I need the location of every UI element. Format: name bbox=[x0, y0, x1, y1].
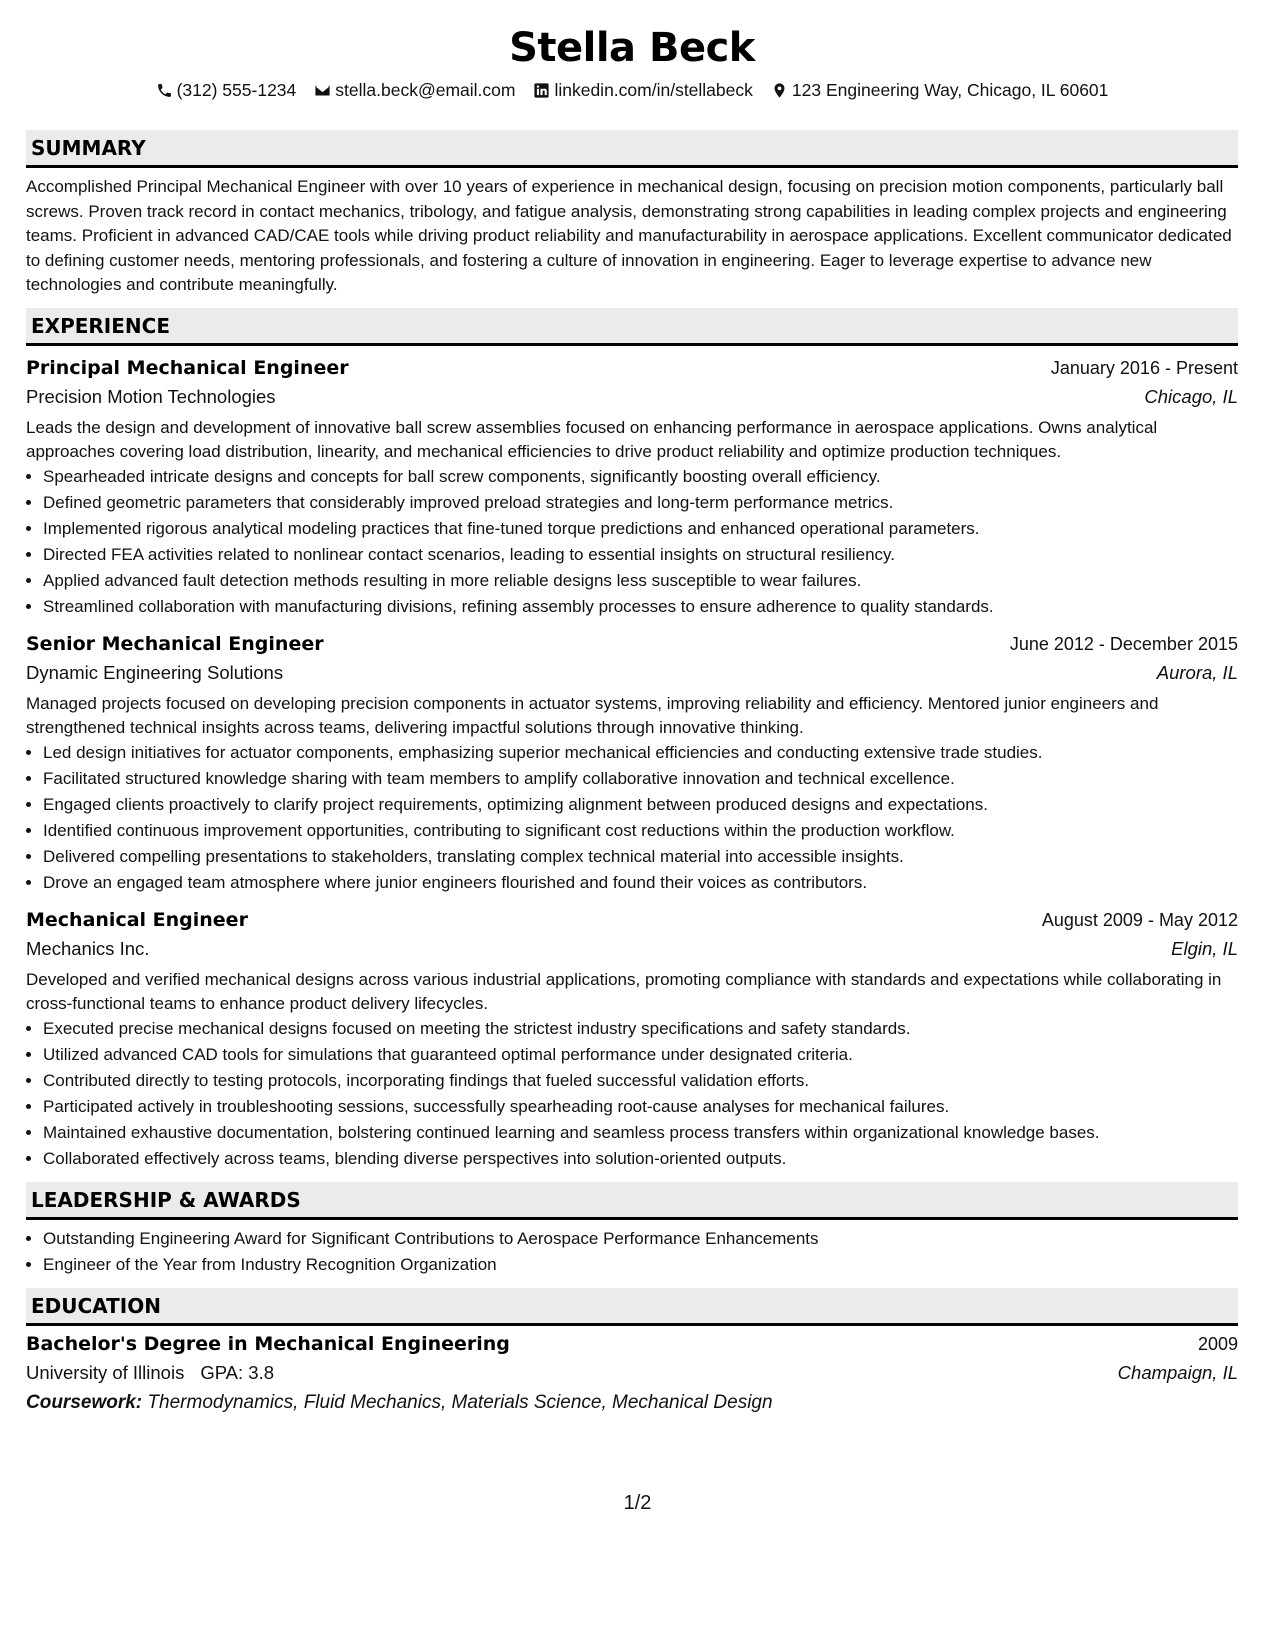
envelope-icon bbox=[314, 82, 331, 99]
list-item: • Implemented rigorous analytical modeling practices that fine-tuned torque predictions and enhanced operational parameters. bbox=[43, 516, 1238, 542]
education-school-row bbox=[26, 1358, 1238, 1388]
contact-phone bbox=[156, 78, 297, 102]
job-entry bbox=[26, 906, 1238, 1172]
list-item: • Spearheaded intricate designs and concepts for ball screw components, significantly boosting overall efficiency. bbox=[43, 464, 1238, 490]
job-company: Precision Motion Technologies bbox=[26, 385, 276, 407]
job-company: Dynamic Engineering Solutions bbox=[26, 661, 284, 683]
phone-icon bbox=[156, 82, 173, 99]
coursework-list: Thermodynamics, Fluid Mechanics, Materials Science, Mechanical Design bbox=[147, 1391, 773, 1413]
list-item: • Engineer of the Year from Industry Recognition Organization bbox=[43, 1252, 1238, 1278]
school-name: University of Illinois bbox=[26, 1361, 185, 1383]
gpa: GPA: 3.8 bbox=[200, 1361, 275, 1383]
address-text: 123 Engineering Way, Chicago, IL 60601 bbox=[791, 80, 1109, 100]
list-item: • Led design initiatives for actuator components, emphasizing superior mechanical efficiencies and conducting extensive trade studies. bbox=[43, 740, 1238, 766]
contact-email[interactable] bbox=[314, 78, 515, 102]
school-info bbox=[26, 1358, 274, 1388]
coursework-label: Coursework: bbox=[26, 1391, 143, 1413]
section-heading-awards: LEADERSHIP & AWARDS bbox=[26, 1182, 1238, 1220]
linkedin-text: linkedin.com/in/stellabeck bbox=[554, 80, 753, 100]
contact-address bbox=[771, 78, 1109, 102]
coursework bbox=[26, 1388, 1238, 1418]
job-bullets bbox=[26, 464, 1238, 620]
job-entry bbox=[26, 630, 1238, 896]
list-item: • Applied advanced fault detection methods resulting in more reliable designs less susceptible to wear failures. bbox=[43, 568, 1238, 594]
list-item: • Collaborated effectively across teams, blending diverse perspectives into solution-oriented outputs. bbox=[43, 1146, 1238, 1172]
job-description: Managed projects focused on developing precision components in actuator systems, improving reliability and efficiency. Mentored junior engineers and strengthened technical insights across teams, delivering impactful solutions through innovative thinking. bbox=[26, 693, 1159, 737]
job-description: Developed and verified mechanical designs across various industrial applications, promoting compliance with standards and expectations while collaborating in cross-functional teams to enhance product delivery lifecycles. bbox=[26, 969, 1222, 1013]
contact-linkedin[interactable] bbox=[533, 78, 752, 102]
job-bullets bbox=[26, 740, 1238, 896]
job-location: Chicago, IL bbox=[1144, 385, 1238, 407]
school-location: Champaign, IL bbox=[1117, 1361, 1238, 1383]
job-entry bbox=[26, 354, 1238, 620]
job-bullets bbox=[26, 1016, 1238, 1172]
section-heading-summary: SUMMARY bbox=[26, 130, 1238, 168]
linkedin-icon bbox=[533, 82, 550, 99]
graduation-year: 2009 bbox=[1197, 1333, 1238, 1354]
job-company: Mechanics Inc. bbox=[26, 937, 150, 959]
phone-text: (312) 555-1234 bbox=[176, 80, 297, 100]
degree-title: Bachelor's Degree in Mechanical Engineering bbox=[26, 1332, 510, 1355]
list-item: • Executed precise mechanical designs focused on meeting the strictest industry specifications and safety standards. bbox=[43, 1016, 1238, 1042]
list-item: • Contributed directly to testing protocols, incorporating findings that fueled successful validation efforts. bbox=[43, 1068, 1238, 1094]
job-location: Aurora, IL bbox=[1156, 661, 1238, 683]
map-pin-icon bbox=[771, 82, 788, 99]
list-item: • Identified continuous improvement opportunities, contributing to significant cost reductions within the production workflow. bbox=[43, 818, 1238, 844]
awards-list bbox=[26, 1226, 1238, 1278]
email-text: stella.beck@email.com bbox=[335, 80, 516, 100]
list-item: • Participated actively in troubleshooting sessions, successfully spearheading root-cause analyses for mechanical failures. bbox=[43, 1094, 1238, 1120]
list-item: • Drove an engaged team atmosphere where junior engineers flourished and found their voices as contributors. bbox=[43, 870, 1238, 896]
section-heading-experience: EXPERIENCE bbox=[26, 308, 1238, 346]
education-degree-row bbox=[26, 1330, 1238, 1358]
contact-bar bbox=[26, 78, 1238, 102]
list-item: • Utilized advanced CAD tools for simulations that guaranteed optimal performance under designated criteria. bbox=[43, 1042, 1238, 1068]
list-item: • Delivered compelling presentations to stakeholders, translating complex technical material into accessible insights. bbox=[43, 844, 1238, 870]
list-item: • Engaged clients proactively to clarify project requirements, optimizing alignment between produced designs and expectations. bbox=[43, 792, 1238, 818]
list-item: • Directed FEA activities related to nonlinear contact scenarios, leading to essential insights on structural resiliency. bbox=[43, 542, 1238, 568]
list-item: • Streamlined collaboration with manufacturing divisions, refining assembly processes to ensure adherence to quality standards. bbox=[43, 594, 1238, 620]
list-item: • Outstanding Engineering Award for Significant Contributions to Aerospace Performance Enhancements bbox=[43, 1226, 1238, 1252]
job-title: Principal Mechanical Engineer bbox=[26, 356, 349, 379]
job-dates: August 2009 - May 2012 bbox=[1041, 909, 1238, 930]
section-heading-education: EDUCATION bbox=[26, 1288, 1238, 1326]
job-title: Mechanical Engineer bbox=[26, 908, 248, 931]
job-dates: January 2016 - Present bbox=[1050, 357, 1238, 378]
list-item: • Defined geometric parameters that considerably improved preload strategies and long-term performance metrics. bbox=[43, 490, 1238, 516]
job-dates: June 2012 - December 2015 bbox=[1009, 633, 1238, 654]
job-location: Elgin, IL bbox=[1171, 937, 1238, 959]
summary-text: Accomplished Principal Mechanical Engineer with over 10 years of experience in mechanical design, focusing on precision motion components, particularly ball screws. Proven track record in contact mechanics, tribology, and fatigue analysis, demonstrating strong capabilities in leading complex projects and engineering teams. Proficient in advanced CAD/CAE tools while driving product reliability and manufacturability in aerospace applications. Excellent communicator dedicated to defining customer needs, mentoring professionals, and fostering a culture of innovation in engineering. Eager to leverage expertise to advance new technologies and contribute meaningfully. bbox=[26, 177, 1232, 294]
candidate-name: Stella Beck bbox=[509, 25, 755, 71]
list-item: • Facilitated structured knowledge sharing with team members to amplify collaborative innovation and technical excellence. bbox=[43, 766, 1238, 792]
list-item: • Maintained exhaustive documentation, bolstering continued learning and seamless process transfers within organizational knowledge bases. bbox=[43, 1120, 1238, 1146]
job-title: Senior Mechanical Engineer bbox=[26, 632, 324, 655]
job-description: Leads the design and development of innovative ball screw assemblies focused on enhancing performance in aerospace applications. Owns analytical approaches covering load distribution, linearity, and mechanical efficiencies to drive product reliability and optimize production techniques. bbox=[26, 417, 1158, 461]
page-number: 1/2 bbox=[623, 1492, 652, 1514]
